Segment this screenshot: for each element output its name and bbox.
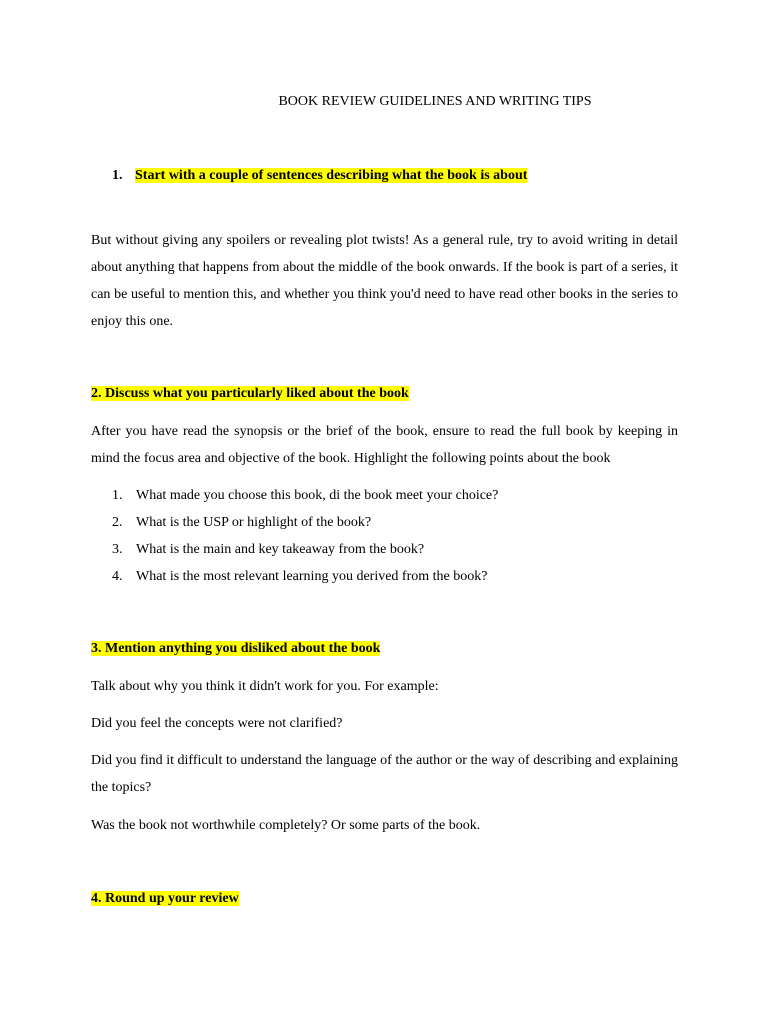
list-item-text: What is the main and key takeaway from the book? xyxy=(136,542,425,557)
section-2-heading-text: 2. Discuss what you particularly liked about the book xyxy=(91,386,409,401)
list-item-number: 1. xyxy=(112,488,123,503)
section-2-paragraph: After you have read the synopsis or the brief of the book, ensure to read the full book by keeping in mind the focus area and objective of the book. Highlight the following points about the book xyxy=(91,424,678,466)
list-item-number: 2. xyxy=(112,515,123,530)
section-3-paragraph-3: Did you find it difficult to understand the language of the author or the way of describing and explaining the topics? xyxy=(91,753,678,795)
section-3-heading xyxy=(91,641,380,657)
section-3-paragraph-1: Talk about why you think it didn't work for you. For example: xyxy=(91,679,439,694)
list-item xyxy=(112,509,498,536)
list-item-number: 3. xyxy=(112,542,123,557)
section-4-heading xyxy=(91,891,239,907)
section-1-number: 1. xyxy=(112,168,123,183)
section-1-heading-text: Start with a couple of sentences describing what the book is about xyxy=(135,168,528,183)
section-2-list xyxy=(112,482,498,590)
section-4-heading-text: 4. Round up your review xyxy=(91,891,239,906)
list-item-text: What is the USP or highlight of the book? xyxy=(136,515,372,530)
document-title: BOOK REVIEW GUIDELINES AND WRITING TIPS xyxy=(278,94,592,109)
section-3-heading-text: 3. Mention anything you disliked about the book xyxy=(91,641,381,656)
list-item-text: What made you choose this book, di the book meet your choice? xyxy=(136,488,499,503)
list-item-text: What is the most relevant learning you derived from the book? xyxy=(136,569,488,584)
list-item-number: 4. xyxy=(112,569,123,584)
section-1-paragraph: But without giving any spoilers or revealing plot twists! As a general rule, try to avoid writing in detail about anything that happens from about the middle of the book onwards. If the book is part of a series, it can be useful to mention this, and whether you think you'd need to have read other books in the series to enjoy this one. xyxy=(91,233,678,329)
section-3-paragraph-2: Did you feel the concepts were not clarified? xyxy=(91,716,343,731)
list-item xyxy=(112,563,498,590)
section-2-heading xyxy=(91,386,409,402)
section-3-paragraph-4: Was the book not worthwhile completely? Or some parts of the book. xyxy=(91,818,481,833)
list-item xyxy=(112,536,498,563)
list-item xyxy=(112,482,498,509)
section-1-heading xyxy=(112,168,527,184)
